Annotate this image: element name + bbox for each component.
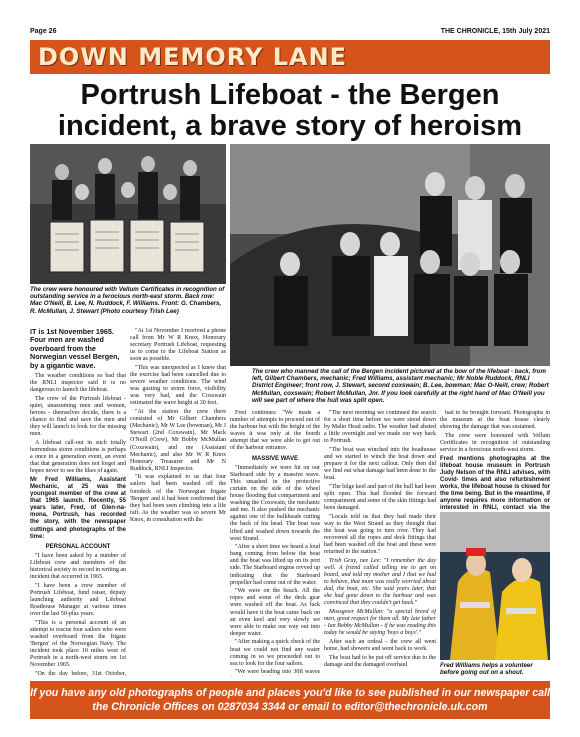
paragraph: "I have been a crew member of Portrush Lifeboat, fund raiser, deputy launching authority and Lifeboat Boathouse Manager at various times over the last 50-plus years. (30, 582, 126, 618)
quote: Trish Gray, nee Lee: "I remember the day well. A friend called telling me to get on board, and told my mother and I that we had to behave, that mum was really worried about dad, the boat, etc. She said years later, that she had gone down to the harbour and was convinced that they couldn't get back." (324, 557, 436, 607)
paragraph: "Locals told us that they had made their way to the West Strand as they thought that the boat was going to turn over. They had recovered all the ropes and deck fittings that had been washed off the boat and these were returned to the station." (324, 513, 436, 556)
article-column-1 (30, 328, 126, 676)
paragraph: "The bilge keel and part of the hull had been split open. This had flooded the forward compartment and some of the skin fittings had been damaged. (324, 483, 436, 512)
volunteer-caption: Fred Williams helps a volunteer before going out on a shout. (440, 662, 533, 677)
paragraph: The boat had to be put off service due to the damage and the damaged overhaul (324, 654, 436, 668)
crew-boathouse-photo (230, 144, 550, 366)
article-column-2-main (230, 410, 320, 676)
paragraph: "This is a personal account of an attempt to rescue four sailors who were washed overboard from the frigate 'Bergen' of the Norwegian Navy. The incident took place 10 miles west of Portrush in a north-west storm on 1st November 1965. (30, 619, 126, 669)
paragraph: "On the day before, 31st October, (35, 670, 126, 676)
paragraph: "This was unexpected as I knew that the exercise had been cancelled due to severe weather conditions. The wind was gusting to storm force, visibility was very bad, and the Coxswain estimated the wave height at 30 feet. (130, 364, 226, 407)
article-lead: IT is 1st November 1965. Four men are washed overboard from the Norwegian vessel Bergen, by a gigantic wave. (30, 328, 120, 370)
paragraph: "At 1st November I received a phone call from Mr W R Knox, Honorary secretary Portrush Lifeboat, requesting us to come to the Lifeboat Station as soon as possible. (130, 328, 226, 363)
subheading-personal-account: PERSONAL ACCOUNT (45, 543, 111, 550)
publication-date: THE CHRONICLE, 15th July 2021 (440, 28, 550, 35)
paragraph: had to be brought forward. Photographs in the museum at the boat house clearly showing the damage that was sustained. (440, 410, 550, 431)
paragraph: After such an ordeal - the crew all went home, had showers and went back to work. (324, 638, 436, 652)
article-column-4 (440, 410, 550, 510)
paragraph: Fred continues: "We made a number of attempts to proceed out of the harbour but with the height of the waves it was only at the fourth attempt that we were able to get out of the harbour entrance. (230, 410, 320, 452)
page-number: Page 26 (30, 28, 57, 35)
crew-certificates-caption: The crew were honoured with Vellum Certificates in recognition of outstanding service in a ferocious north-east storm. Back row: Mac O'Neill, B. Lee, N. Ruddock, F. Williams. Front: G. Chambers, R. McMullan, J. Stewart (Photo courtesy Trish Lee) (30, 286, 225, 315)
article-headline: Portrush Lifeboat - the Bergen incident, a brave story of heroism (57, 79, 523, 142)
article-column-3 (324, 410, 436, 676)
volunteer-photo (440, 512, 550, 660)
footer-line-1: If you have any old photographs of people and places you'd like to see published in our newspaper call (30, 687, 550, 699)
paragraph: "After making a quick check of the boat we could not find any water coming in so we proceeded out to sea to look for the four sailors. (230, 639, 320, 667)
paragraph: Mr Fred Williams, Assistant Mechanic, at 25 was the youngest member of the crew at that 1965 launch. Recently, 55 years later, Fred, of Glen-na-mona, Portrush, has recorded the story, with the newspaper cuttings and photographs of the time: (30, 476, 126, 540)
museum-note: Fred mentions photographs at the lifeboat house museum in Portrush Judy Nelson of the RNLI advises, with Covid- times and also refurbishment works, the lifeboat house is closed for the time being. But in the meantime, if anyone requires more information or interested in RNLI, contact via the (440, 455, 550, 510)
footer-line-2: the Chronicle Offices on 0287034 3344 or email to editor@thechronicle.uk.com (92, 701, 488, 713)
section-banner (30, 40, 550, 74)
paragraph: "After a short time we heard a loud bang coming from below the boat and the boat was lifted up on its port side. The Starboard engine revved up indicating that the Starboard propeller had come out of the water. (230, 544, 320, 586)
paragraph: The weather conditions so bad that the RNLI inspector said it is no dangerous to launch the lifeboat. (30, 373, 126, 394)
crew-certificates-photo (30, 144, 226, 284)
paragraph: "The next morning we continued the search for a short time before we were stood down by Malin Head radio. The weather had abated a little overnight and we made our way back to Portrush. (324, 410, 436, 445)
paragraph: "The boat was winched into the boathouse and we started to winch the boat down and prepare it for the next callout. Only then did we find out what damage had been done to the boat. (324, 446, 436, 482)
paragraph: The crew were honoured with Vellum Certificates in recognition of outstanding service in a ferocious north-west storm. (440, 432, 550, 453)
paragraph: "Immediately we were hit on our Starboard side by a massive wave. This smashed in the protective curtain on the side of the wheel house flooding that compartment and washing the Coxswain, the mechanic and me. It also pushed the mechanic against one of the bulkheads cutting the back of his head. The boat was lifted and washed down towards the west Strand. (230, 464, 320, 542)
paragraph: "It was explained to us that four sailors had been washed off the foredeck of the Norwegian frigate 'Bergen' and it had been confirmed that they had been seen climbing into a life raft. As the weather was so severe Mr Knox, in consultation with the (130, 474, 226, 523)
paragraph: A lifeboat call-out in such totally horrendous storm conditions is perhaps a once in a generation event, an event that that generation does not forget and hopes never to see the likes of again. (30, 439, 126, 475)
paragraph: "At the station the crew there consisted of Mr Gilbert Chambers (Mechanic), Mr W Lee (bowman), Mr J Stewart (2nd Coxswain), Mr Mack O'Neill (Crew), Mr Bobby McMullan (Coxswain), and me (Assistant Mechanic), and also Mr W R Knox Honorary Treasurer and Mr N Ruddock, RNLI Inspector. (130, 409, 226, 472)
footer-banner (30, 681, 550, 719)
paragraph: "I have been asked by a number of Lifeboat crew and members of the historical society to record in writing an incident that occurred in 1965. (30, 552, 126, 581)
crew-boathouse-caption: The crew who manned the call of the Bergen incident pictured at the bow of the lifeboat - back, from left, Gilbert Chambers, mechanic; Fred Williams, assistant mechanic; Mr Noble Ruddock, RNLI District Engineer; front row, J. Stewart, second coxswain; B. Lee, bowman; Mac O-Neill, crew; Robert McMullan, coxswain; Robert McMullan, Jnr. If you look carefully at the right hand of Mac O'Neill you will see part of where the hull was split open. (252, 368, 549, 404)
subheading-massive-wave: MASSIVE WAVE (252, 455, 298, 462)
paragraph: "We were on the beach. All the ropes and some of the deck gear were washed off the boat. As luck would have it the boat came back on an even keel and very slowly we were able to make our way out into deeper water. (230, 588, 320, 637)
paragraph: The crew of the Portrush lifeboat - quiet, unassuming men and women, heroes - themselves decide, there is a chance to find and save the men and they will launch to look for the missing men. (30, 395, 126, 438)
page-header (30, 28, 550, 40)
paragraph: "We were heading into 30ft waves (235, 669, 320, 676)
quote: Mossgowr McMullan: "a special breed of men, great respect for them all. My late father - Ian Bobby McMullan - if he was reading this today he would be saying 'boys a boys'." (324, 609, 436, 637)
article-column-1b (130, 328, 226, 676)
section-banner-title: DOWN MEMORY LANE (38, 43, 348, 71)
